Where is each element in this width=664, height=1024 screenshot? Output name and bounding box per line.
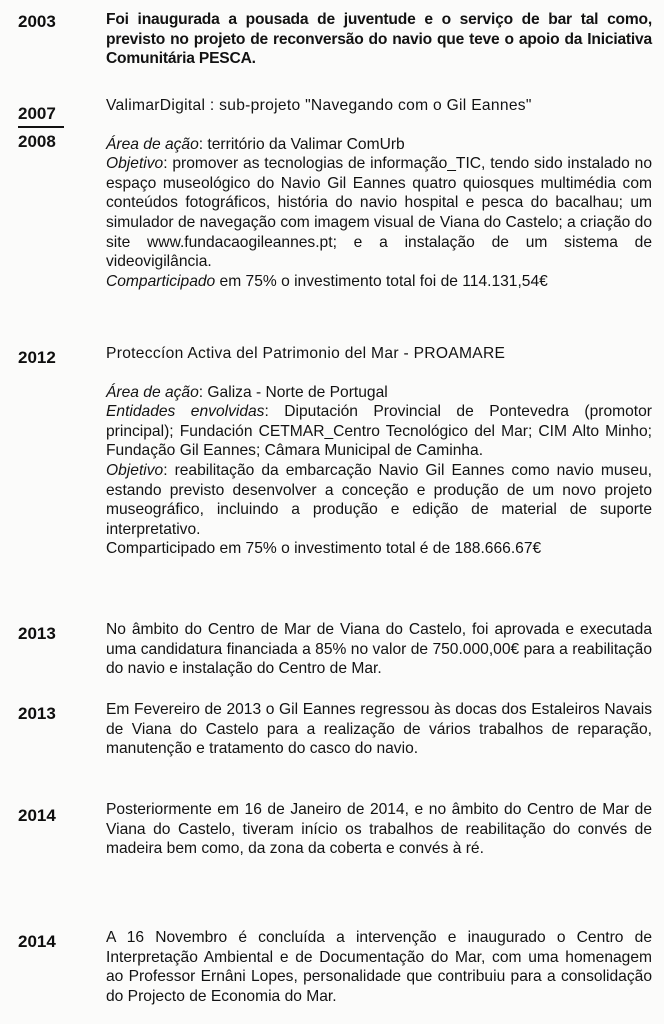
entry-content — [106, 800, 652, 859]
entry-title: ValimarDigital : sub-projeto "Navegando com o Gil Eannes" — [106, 97, 532, 114]
objective-label: Objetivo — [106, 155, 164, 173]
entry-text: Foi inaugurada a pousada de juventude e o serviço de bar tal como, previsto no projeto de reconversão do navio que teve o apoio da Iniciativa Comunitária PESCA. — [106, 11, 652, 68]
entry-year: 2013 — [18, 624, 56, 643]
entry-year-end: 2008 — [18, 132, 56, 151]
area-text: : Galiza - Norte de Portugal — [198, 383, 388, 401]
entry-year: 2013 — [18, 704, 56, 723]
entities-text: : Diputación Provincial de Pontevedra (promotor principal); Fundación CETMAR_Centro Tecnológico del Mar; CIM Alto Minho; Fundação Gil Eannes; Câmara Municipal de Caminha. — [106, 403, 652, 460]
area-label: Área de ação — [106, 383, 199, 401]
entry-content — [106, 928, 652, 1006]
area-label: Área de ação — [106, 135, 199, 153]
entry-content — [106, 620, 652, 679]
entry-objective — [106, 461, 652, 539]
entry-text: Em Fevereiro de 2013 o Gil Eannes regressou às docas dos Estaleiros Navais de Viana do Castelo para a realização de vários trabalhos de reparação, manutenção e tratamento do casco do navio. — [106, 701, 652, 758]
entry-content — [106, 10, 652, 69]
objective-text: : reabilitação da embarcação Navio Gil Eannes como navio museu, estando previsto desenvolver a conceção e produção de um novo projeto museográfico, incluindo a produção e edição de material de suporte interpretativo. — [106, 461, 652, 538]
entry-year-range — [18, 104, 64, 152]
entry-objective — [106, 154, 652, 272]
entry-content — [106, 344, 652, 559]
funding-label: Comparticipado — [106, 272, 216, 290]
entry-entities — [106, 402, 652, 461]
entry-area — [106, 135, 652, 155]
entry-text: Posteriormente em 16 de Janeiro de 2014, e no âmbito do Centro de Mar de Viana do Castelo, tiveram início os trabalhos de reabilitação do convés de madeira bem como, da zona da coberta e convés à ré. — [106, 801, 652, 858]
entry-title: Proteccíon Activa del Patrimonio del Mar - PROAMARE — [106, 345, 506, 362]
entry-content — [106, 700, 652, 759]
entry-year: 2003 — [18, 12, 56, 31]
entry-year: 2014 — [18, 806, 56, 825]
entry-year: 2012 — [18, 348, 56, 367]
objective-label: Objetivo — [106, 461, 164, 479]
entities-label: Entidades envolvidas — [106, 403, 265, 421]
entry-content — [106, 96, 652, 291]
entry-year-start: 2007 — [18, 104, 64, 128]
entry-funding — [106, 272, 652, 292]
funding-text: em 75% o investimento total foi de 114.131,54€ — [215, 272, 548, 290]
entry-text: A 16 Novembro é concluída a intervenção e inaugurado o Centro de Interpretação Ambiental e de Documentação do Mar, com uma homenagem ao Professor Ernâni Lopes, personalidade que contribuiu para a consolidação do Projecto de Economia do Mar. — [106, 929, 652, 1005]
entry-funding: Comparticipado em 75% o investimento total é de 188.666.67€ — [106, 540, 542, 558]
entry-text: No âmbito do Centro de Mar de Viana do Castelo, foi aprovada e executada uma candidatura financiada a 85% no valor de 750.000,00€ para a reabilitação do navio e instalação do Centro de Mar. — [106, 621, 652, 678]
objective-text: : promover as tecnologias de informação_TIC, tendo sido instalado no espaço museológico do Navio Gil Eannes quatro quiosques multimédia com conteúdos fotográficos, história do navio hospital e pesca do bacalhau; um simulador de navegação com imagem visual de Viana do Castelo; a criação do site www.fundacaogileannes.pt; e a instalação de um sistema de videovigilância. — [106, 155, 652, 271]
area-text: : território da Valimar ComUrb — [198, 135, 405, 153]
entry-area — [106, 383, 652, 403]
entry-year: 2014 — [18, 932, 56, 951]
